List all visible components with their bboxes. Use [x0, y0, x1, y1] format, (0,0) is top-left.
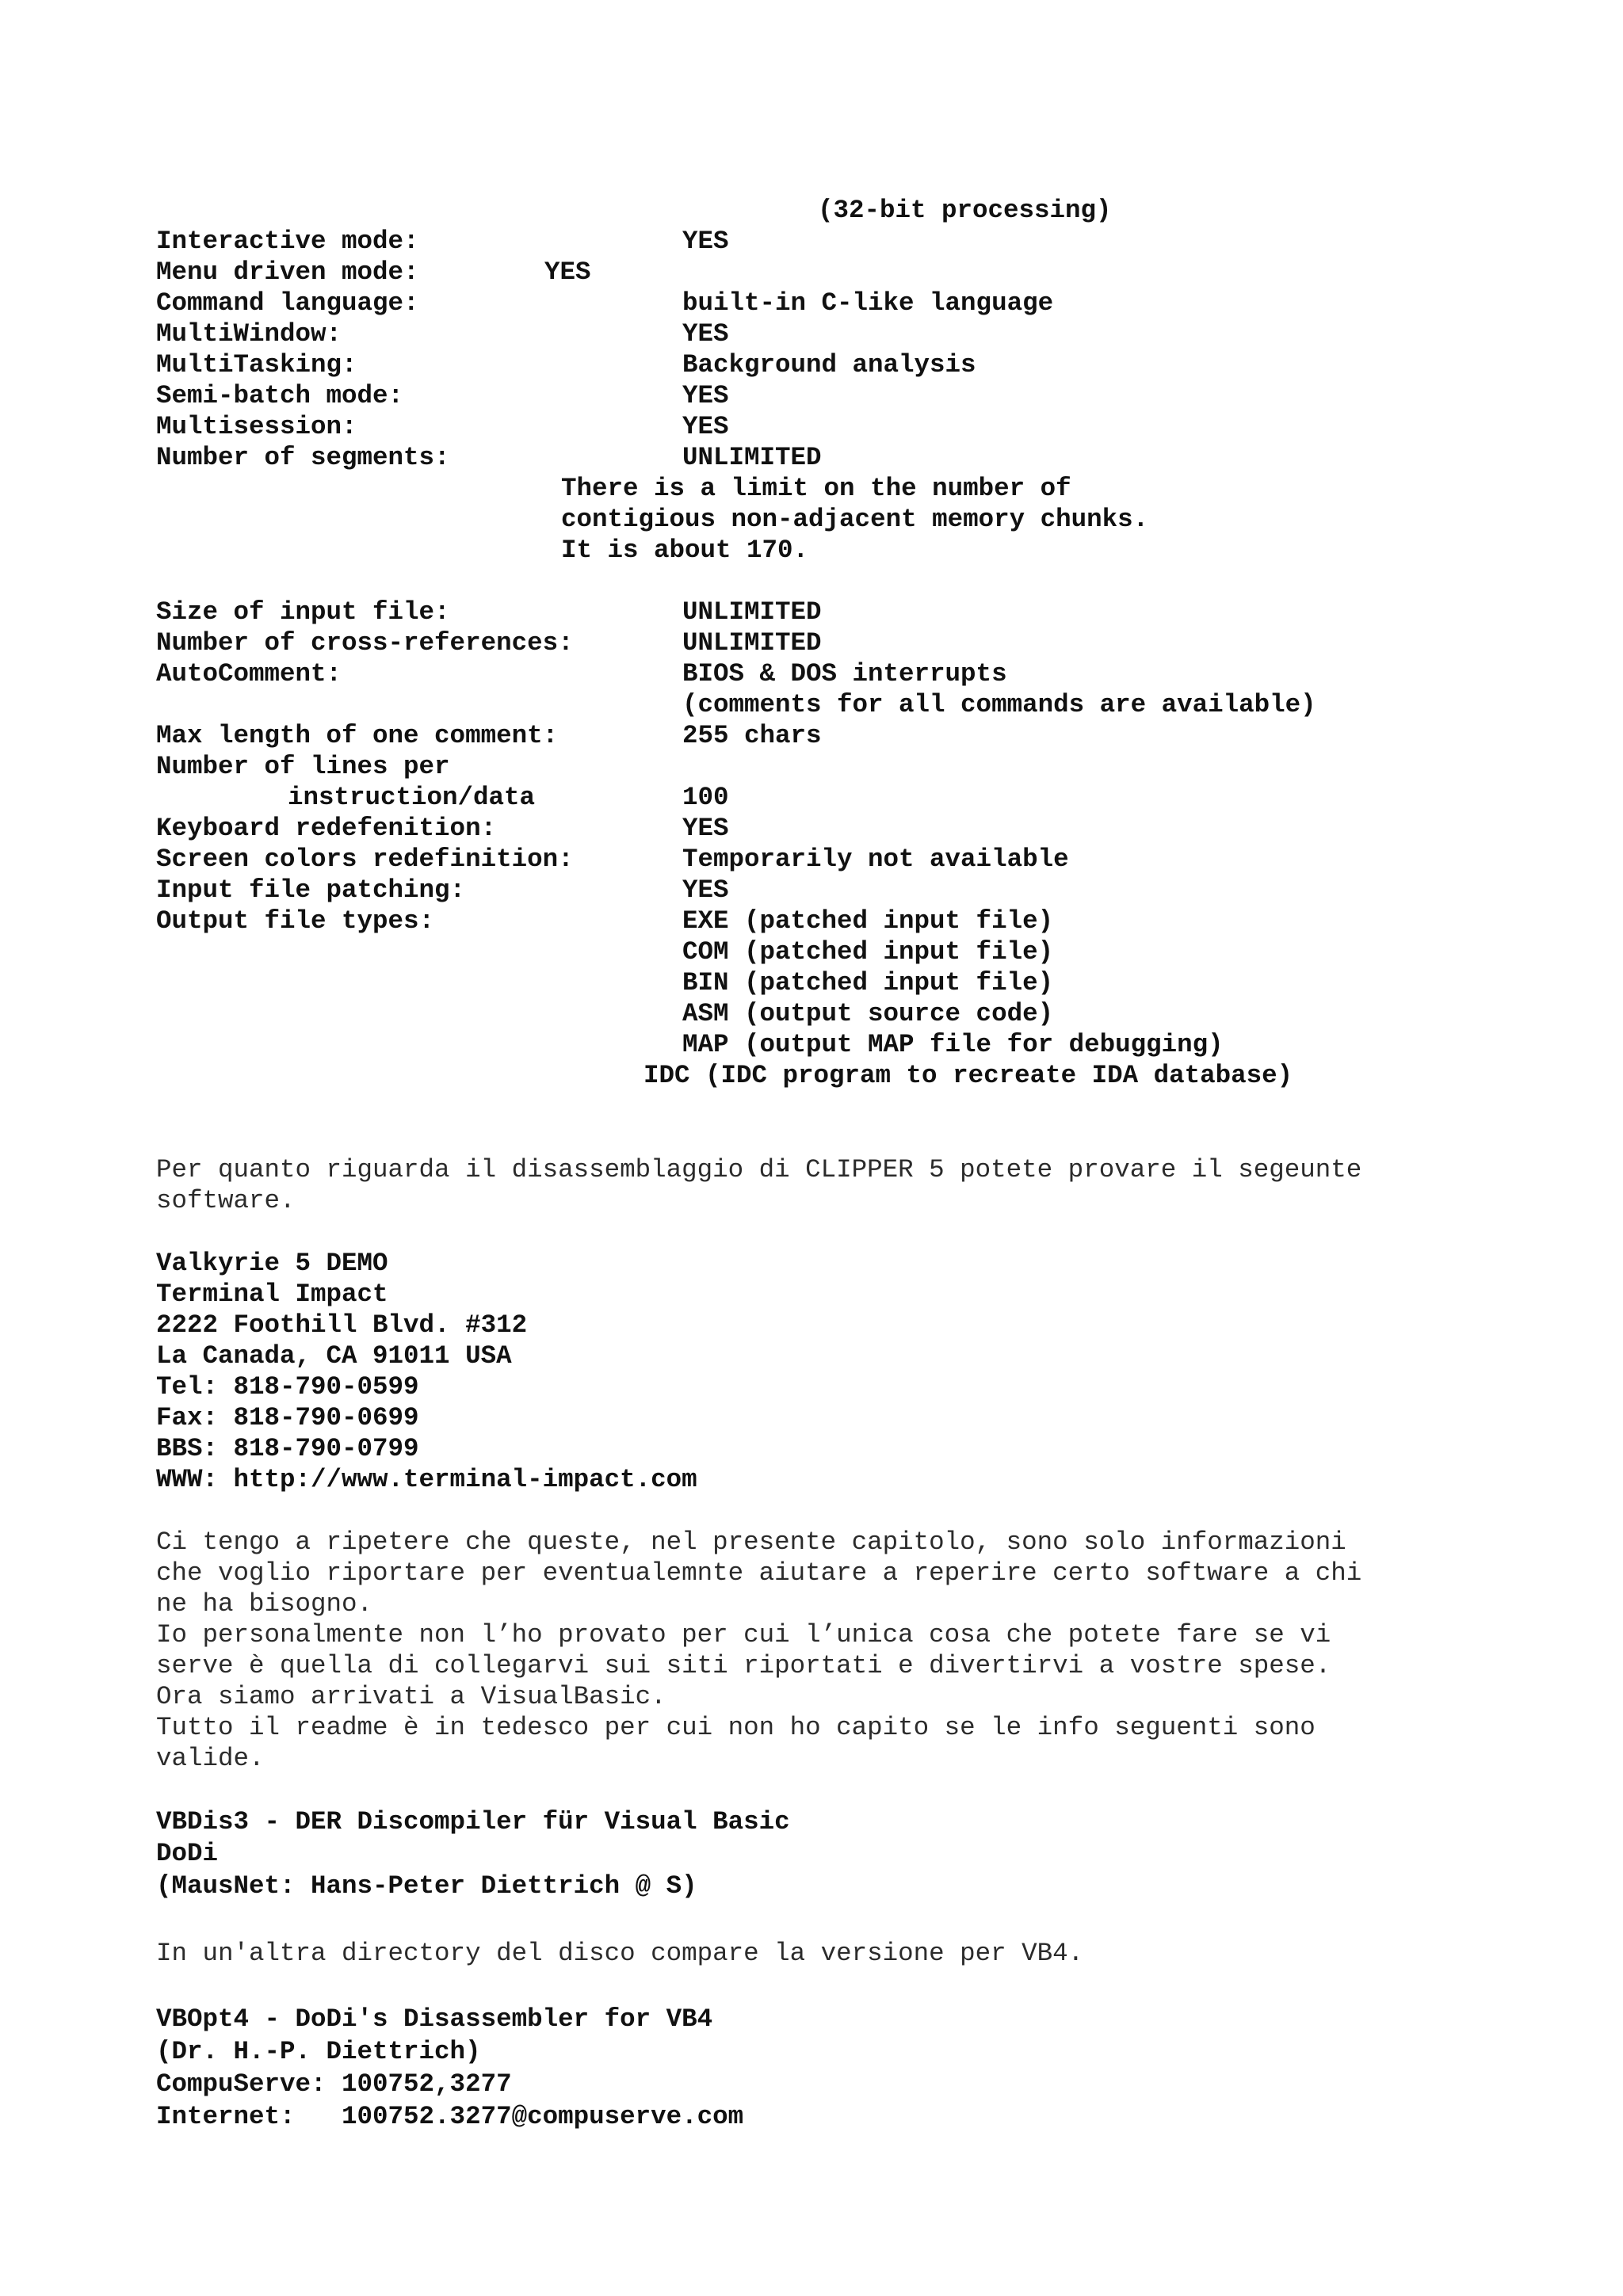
- paragraph-line: Ci tengo a ripetere che queste, nel presente capitolo, sono solo informazioni: [156, 1527, 1346, 1557]
- spec-label: Size of input file:: [156, 597, 450, 627]
- contact-line: 2222 Foothill Blvd. #312: [156, 1310, 528, 1340]
- contact-line: Fax: 818-790-0699: [156, 1403, 419, 1432]
- contact-line: Tel: 818-790-0599: [156, 1372, 419, 1402]
- spec-value: UNLIMITED: [682, 597, 822, 627]
- spec-value: (comments for all commands are available): [682, 690, 1316, 719]
- contact-line: (MausNet: Hans-Peter Diettrich @ S): [156, 1871, 697, 1901]
- spec-value: There is a limit on the number of: [561, 474, 1071, 503]
- paragraph-line: Per quanto riguarda il disassemblaggio di CLIPPER 5 potete provare il segeunte: [156, 1155, 1362, 1184]
- contact-line: Internet: 100752.3277@compuserve.com: [156, 2102, 744, 2131]
- spec-value: 100: [682, 783, 729, 812]
- spec-value: YES: [682, 412, 729, 441]
- spec-label: instruction/data: [288, 783, 536, 812]
- spec-value: YES: [682, 814, 729, 843]
- spec-label: Semi-batch mode:: [156, 381, 404, 410]
- spec-value: MAP (output MAP file for debugging): [682, 1030, 1224, 1059]
- contact-line: La Canada, CA 91011 USA: [156, 1341, 512, 1371]
- paragraph-line: valide.: [156, 1744, 265, 1773]
- spec-value: contigious non-adjacent memory chunks.: [561, 505, 1149, 534]
- spec-value: YES: [544, 257, 591, 287]
- spec-label: MultiWindow:: [156, 319, 342, 349]
- contact-line: CompuServe: 100752,3277: [156, 2069, 512, 2099]
- paragraph-line: Tutto il readme è in tedesco per cui non ho capito se le info seguenti sono: [156, 1713, 1316, 1742]
- spec-value: BIOS & DOS interrupts: [682, 659, 1007, 688]
- paragraph-line: ne ha bisogno.: [156, 1589, 373, 1619]
- spec-value: YES: [682, 381, 729, 410]
- paragraph-line: software.: [156, 1186, 296, 1215]
- spec-value: UNLIMITED: [682, 443, 822, 472]
- spec-label: Max length of one comment:: [156, 721, 559, 750]
- spec-header-note: (32-bit processing): [818, 196, 1112, 225]
- paragraph-line: che voglio riportare per eventualemnte aiutare a reperire certo software a chi: [156, 1558, 1362, 1588]
- spec-value: EXE (patched input file): [682, 906, 1054, 936]
- spec-value: built-in C-like language: [682, 288, 1054, 318]
- spec-label: Number of segments:: [156, 443, 450, 472]
- paragraph-line: serve è quella di collegarvi sui siti riportati e divertirvi a vostre spese.: [156, 1651, 1331, 1680]
- spec-label: AutoComment:: [156, 659, 342, 688]
- contact-line: VBOpt4 - DoDi's Disassembler for VB4: [156, 2004, 713, 2034]
- spec-value: Temporarily not available: [682, 845, 1069, 874]
- spec-label: Number of cross-references:: [156, 628, 574, 658]
- spec-label: MultiTasking:: [156, 350, 357, 379]
- spec-label: Output file types:: [156, 906, 435, 936]
- spec-label: Number of lines per: [156, 752, 450, 781]
- paragraph-line: Ora siamo arrivati a VisualBasic.: [156, 1682, 666, 1711]
- contact-line: Valkyrie 5 DEMO: [156, 1249, 388, 1278]
- spec-value: 255 chars: [682, 721, 822, 750]
- spec-value: It is about 170.: [561, 536, 809, 565]
- contact-line: DoDi: [156, 1839, 219, 1868]
- spec-value: UNLIMITED: [682, 628, 822, 658]
- spec-label: Keyboard redefenition:: [156, 814, 497, 843]
- paragraph-line: Io personalmente non l’ho provato per cui l’unica cosa che potete fare se vi: [156, 1620, 1331, 1650]
- spec-label: Screen colors redefinition:: [156, 845, 574, 874]
- spec-value: Background analysis: [682, 350, 976, 379]
- contact-line: Terminal Impact: [156, 1280, 388, 1309]
- spec-value: COM (patched input file): [682, 937, 1054, 967]
- vb4-note: In un'altra directory del disco compare la versione per VB4.: [156, 1939, 1084, 1968]
- spec-value: YES: [682, 227, 729, 256]
- spec-label: Multisession:: [156, 412, 357, 441]
- spec-label: Command language:: [156, 288, 419, 318]
- contact-line: (Dr. H.-P. Diettrich): [156, 2037, 481, 2066]
- spec-label: Menu driven mode:: [156, 257, 419, 287]
- spec-value: YES: [682, 875, 729, 905]
- spec-label: Input file patching:: [156, 875, 466, 905]
- contact-line: WWW: http://www.terminal-impact.com: [156, 1465, 697, 1494]
- spec-value: ASM (output source code): [682, 999, 1054, 1028]
- spec-label: Interactive mode:: [156, 227, 419, 256]
- spec-value: IDC (IDC program to recreate IDA database): [643, 1061, 1293, 1090]
- contact-line: BBS: 818-790-0799: [156, 1434, 419, 1463]
- spec-value: BIN (patched input file): [682, 968, 1054, 997]
- contact-line: VBDis3 - DER Discompiler für Visual Basic: [156, 1807, 790, 1836]
- spec-value: YES: [682, 319, 729, 349]
